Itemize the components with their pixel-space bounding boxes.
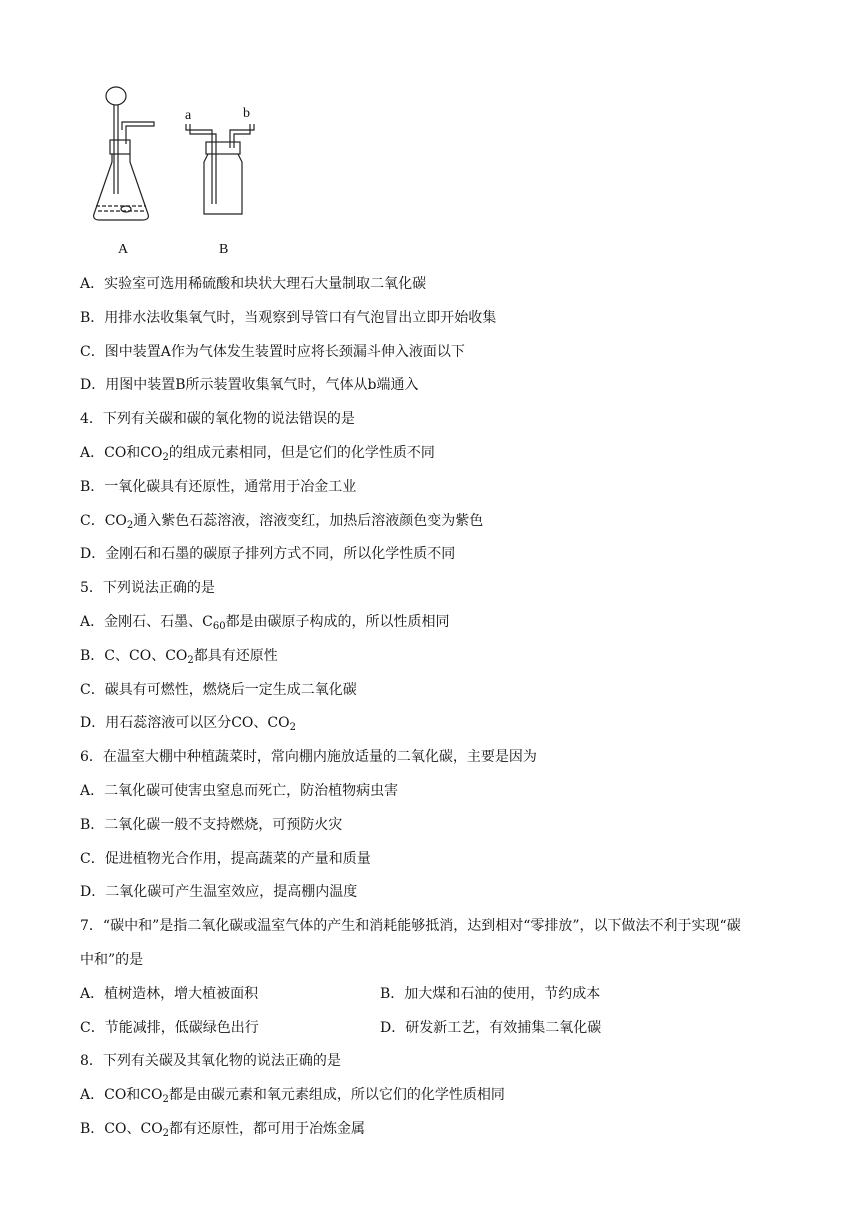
apparatus-b-label: B (219, 242, 229, 257)
q5-stem: 5．下列说法正确的是 (80, 580, 215, 597)
q3-option-c: C．图中装置A作为气体发生装置时应将长颈漏斗伸入液面以下 (80, 343, 465, 360)
apparatus-a (94, 87, 154, 220)
q7-options-row2 (80, 1012, 800, 1046)
tube-a-label: a (185, 108, 192, 123)
q4-option-d: D．金刚石和石墨的碳原子排列方式不同，所以化学性质不同 (80, 546, 456, 563)
q4-option-a: A．CO和$CO_2$的组成元素相同，但是它们的化学性质不同 (80, 444, 435, 463)
q8-stem: 8．下列有关碳及其氧化物的说法正确的是 (80, 1053, 341, 1070)
apparatus-figure (86, 84, 266, 264)
q3-option-d: D．用图中装置B所示装置收集氧气时，气体从b端通入 (80, 377, 419, 394)
q6-option-c: C．促进植物光合作用，提高蔬菜的产量和质量 (80, 850, 371, 867)
q6-option-d: D．二氧化碳可产生温室效应，提高棚内温度 (80, 884, 358, 901)
q7-options-row1 (80, 978, 800, 1012)
q5-option-c: C．碳具有可燃性，燃烧后一定生成二氧化碳 (80, 681, 357, 698)
q7-stem-line2: 中和”的是 (80, 951, 144, 968)
q3-option-a: A．实验室可选用稀硫酸和块状大理石大量制取二氧化碳 (80, 276, 427, 292)
q6-option-a: A．二氧化碳可使害虫窒息而死亡，防治植物病虫害 (80, 782, 399, 799)
q7-option-c: C．节能减排，低碳绿色出行 (80, 1019, 259, 1036)
q4-option-c: C．$CO_2$通入紫色石蕊溶液，溶液变红，加热后溶液颜色变为紫色 (80, 512, 484, 531)
q8-option-b: B．CO、$CO_2$都有还原性，都可用于冶炼金属 (80, 1120, 366, 1139)
apparatus-drawing (86, 84, 266, 264)
q3-option-b: B．用排水法收集氧气时，当观察到导管口有气泡冒出立即开始收集 (80, 309, 497, 326)
q6-option-b: B．二氧化碳一般不支持燃烧，可预防火灾 (80, 816, 343, 833)
q5-option-b: B．C、CO、$CO_2$都具有还原性 (80, 647, 278, 666)
q4-stem: 4．下列有关碳和碳的氧化物的说法错误的是 (80, 411, 355, 428)
q7-option-b: B．加大煤和石油的使用，节约成本 (380, 985, 601, 1002)
q6-stem: 6．在温室大棚中种植蔬菜时，常向棚内施放适量的二氧化碳，主要是因为 (80, 749, 537, 766)
q7-stem-line1: 7．“碳中和”是指二氧化碳或温室气体的产生和消耗能够抵消，达到相对“零排放”，以下做法不利于实现“碳 (80, 918, 741, 935)
tube-b-label: b (243, 106, 250, 121)
q7-option-a: A．植树造林，增大植被面积 (80, 985, 259, 1002)
q5-option-a: A．金刚石、石墨、$C_{60}$都是由碳原子构成的，所以性质相同 (80, 613, 450, 632)
apparatus-a-label: A (118, 242, 129, 257)
apparatus-b (186, 124, 254, 214)
q4-option-b: B．一氧化碳具有还原性，通常用于冶金工业 (80, 478, 357, 495)
question-text (80, 268, 800, 1147)
q8-option-a: A．CO和$CO_2$都是由碳元素和氧元素组成，所以它们的化学性质相同 (80, 1087, 505, 1106)
q5-option-d: D．用石蕊溶液可以区分CO、$CO_2$ (80, 715, 296, 734)
q7-option-d: D．研发新工艺，有效捕集二氧化碳 (380, 1019, 602, 1036)
